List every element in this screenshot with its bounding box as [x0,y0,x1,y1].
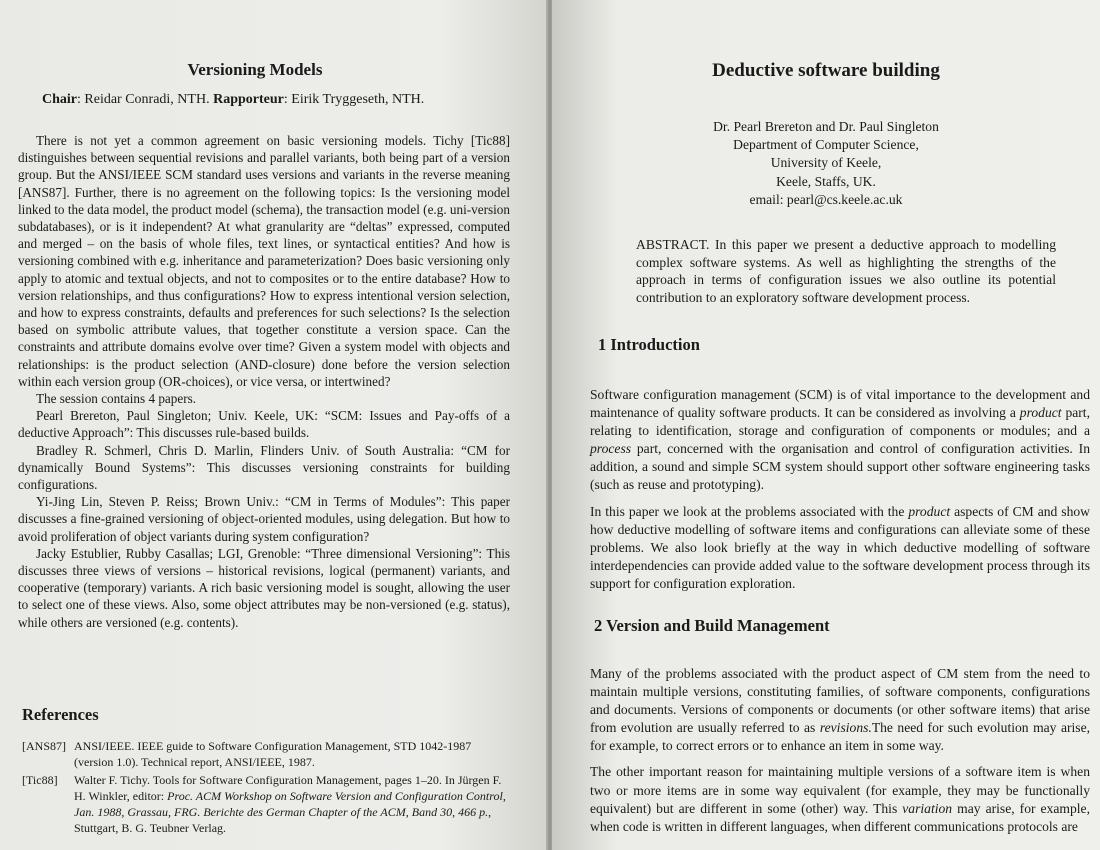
section-heading-introduction: 1 Introduction [598,335,700,354]
body-paragraph: Pearl Brereton, Paul Singleton; Univ. Keele, UK: “SCM: Issues and Pay-offs of a deductive Approach”: This discusses rule-based builds. [18,408,510,441]
rapporteur-name: : Eirik Tryggeseth, NTH. [283,92,425,107]
body-paragraph: Many of the problems associated with the product aspect of CM stem from the need to maintain multiple versions, constituting families, of software components, configurations and documents. Versions of components or documents (or other software items) that arise from evolution are usually referred to as revisions.The need for such evolution may arise, for example, to correct errors or to enhance an item in some way. [590,666,1091,754]
reference-entry [22,772,512,836]
author-line: Dr. Pearl Brereton and Dr. Paul Singleton [713,119,939,134]
reference-text: Walter F. Tichy. Tools for Software Configuration Management, pages 1–20. In Jürgen F. H. Winkler, editor: Proc. ACM Workshop on Software Version and Configuration Control, Jan. 1988, Grassau, FRG. Berichte des German Chapter of the ACM, Band 30, 466 p., Stuttgart, B. G. Teubner Verlag. [74,773,506,835]
right-page [552,0,1100,850]
rapporteur-label: Rapporteur [213,92,284,107]
body-paragraph: The other important reason for maintaining multiple versions of a software item is when two or more items are in some way equivalent (for example, they may be functionally equivalent) but are different in some (other) way. This variation may arise, for example, when code is written in different languages, when different communications protocols are [590,764,1090,834]
references-list [22,738,512,838]
reference-entry [22,738,512,770]
chair-name: : Reidar Conradi, NTH. [77,92,210,107]
references-heading: References [22,705,99,724]
session-title: Versioning Models [187,60,323,79]
reference-key: [Tic88] [22,773,58,787]
author-line: University of Keele, [770,155,882,171]
body-paragraph: Bradley R. Schmerl, Chris D. Marlin, Flinders Univ. of South Australia: “CM for dynamically Bound Systems”: This discusses versioning constraints for building configurations. [18,442,510,493]
body-paragraph: Yi-Jing Lin, Steven P. Reiss; Brown Univ.: “CM in Terms of Modules”: This paper discusses a fine-grained versioning of object-oriented modules, using delegation. But how to avoid proliferation of object variants during system configuration? [18,494,510,544]
reference-text: ANSI/IEEE. IEEE guide to Software Configuration Management, STD 1042-1987 (version 1.0). Technical report, ANSI/IEEE, 1987. [74,739,472,769]
body-paragraph: Jacky Estublier, Rubby Casallas; LGI, Grenoble: “Three dimensional Versioning”: This discusses three views of versions – historical revisions, logical (permanent) variants, and cooperative (temporary) variants. A rich basic versioning model is sought, allowing the user to select one of these views. Also, some object attributes may be non-versioned (e.g. status), while others are versioned (e.g. contents). [18,545,510,630]
author-line: Keele, Staffs, UK. [776,173,876,189]
introduction-body [590,386,1090,601]
section-heading-version-build: 2 Version and Build Management [594,616,830,635]
chair-label: Chair [42,92,77,107]
body-paragraph: In this paper we look at the problems associated with the product aspects of CM and show how deductive modelling of software items and configurations can alleviate some of these problems. We also look briefly at the way in which deductive modelling of software interdependencies can provide added value to the software development process through its support for configuration exploration. [590,503,1090,591]
session-body [18,132,510,631]
reference-key: [ANS87] [22,739,66,753]
body-paragraph: There is not yet a common agreement on basic versioning models. Tichy [Tic88] distinguishes between sequential revisions and parallel variants, both being part of a version group. But the ANSI/IEEE SCM standard uses versions and variants in the reverse meaning [ANS87]. Further, there is no agreement on the following topics: Is the versioning model linked to the data model, the product model (schema), the transaction model (e.g. uni-version subdatabases), or is it independent? At what granularity are “deltas” expressed, computed and merged – on the basis of whole files, text lines, or syntactical entities? And how is versioning combined with e.g. inheritance and parameterization? Does basic versioning only apply to atomic and textual objects, and not to composites or to the entire database? How to version relationships, and thus configurations? How to express intentional version selection, and how to express constraints, defaults and preferences for such selections? Is the selection based on symbolic attribute values, that together constitute a version space. Can the constraints and attribute domains evolve over time? Given a system model with objects and relationships: is the product selection (AND-closure) done before the version selection within each version group (OR-choices), or vice versa, or intertwined? [18,133,510,389]
author-line: email: pearl@cs.keele.ac.uk [749,191,903,207]
left-page [0,0,548,850]
body-paragraph: The session contains 4 papers. [36,391,197,407]
version-build-body [590,665,1090,844]
author-line: Department of Computer Science, [733,137,919,153]
body-paragraph: Software configuration management (SCM) is of vital importance to the development and maintenance of quality software products. It can be considered as involving a product part, relating to identification, storage and configuration of components or modules; and a process part, concerned with the organisation and control of configuration activities. In addition, a sound and simple SCM system should support other software engineering tasks (such as reuse and prototyping). [590,387,1090,493]
author-block [552,118,1100,209]
chair-line [42,92,424,108]
paper-title: Deductive software building [712,60,940,81]
abstract: ABSTRACT. In this paper we present a deductive approach to modelling complex software systems. As well as highlighting the strengths of the approach in terms of configuration issues we also outline its potential contribution to an exploratory software development process. [636,237,1056,305]
